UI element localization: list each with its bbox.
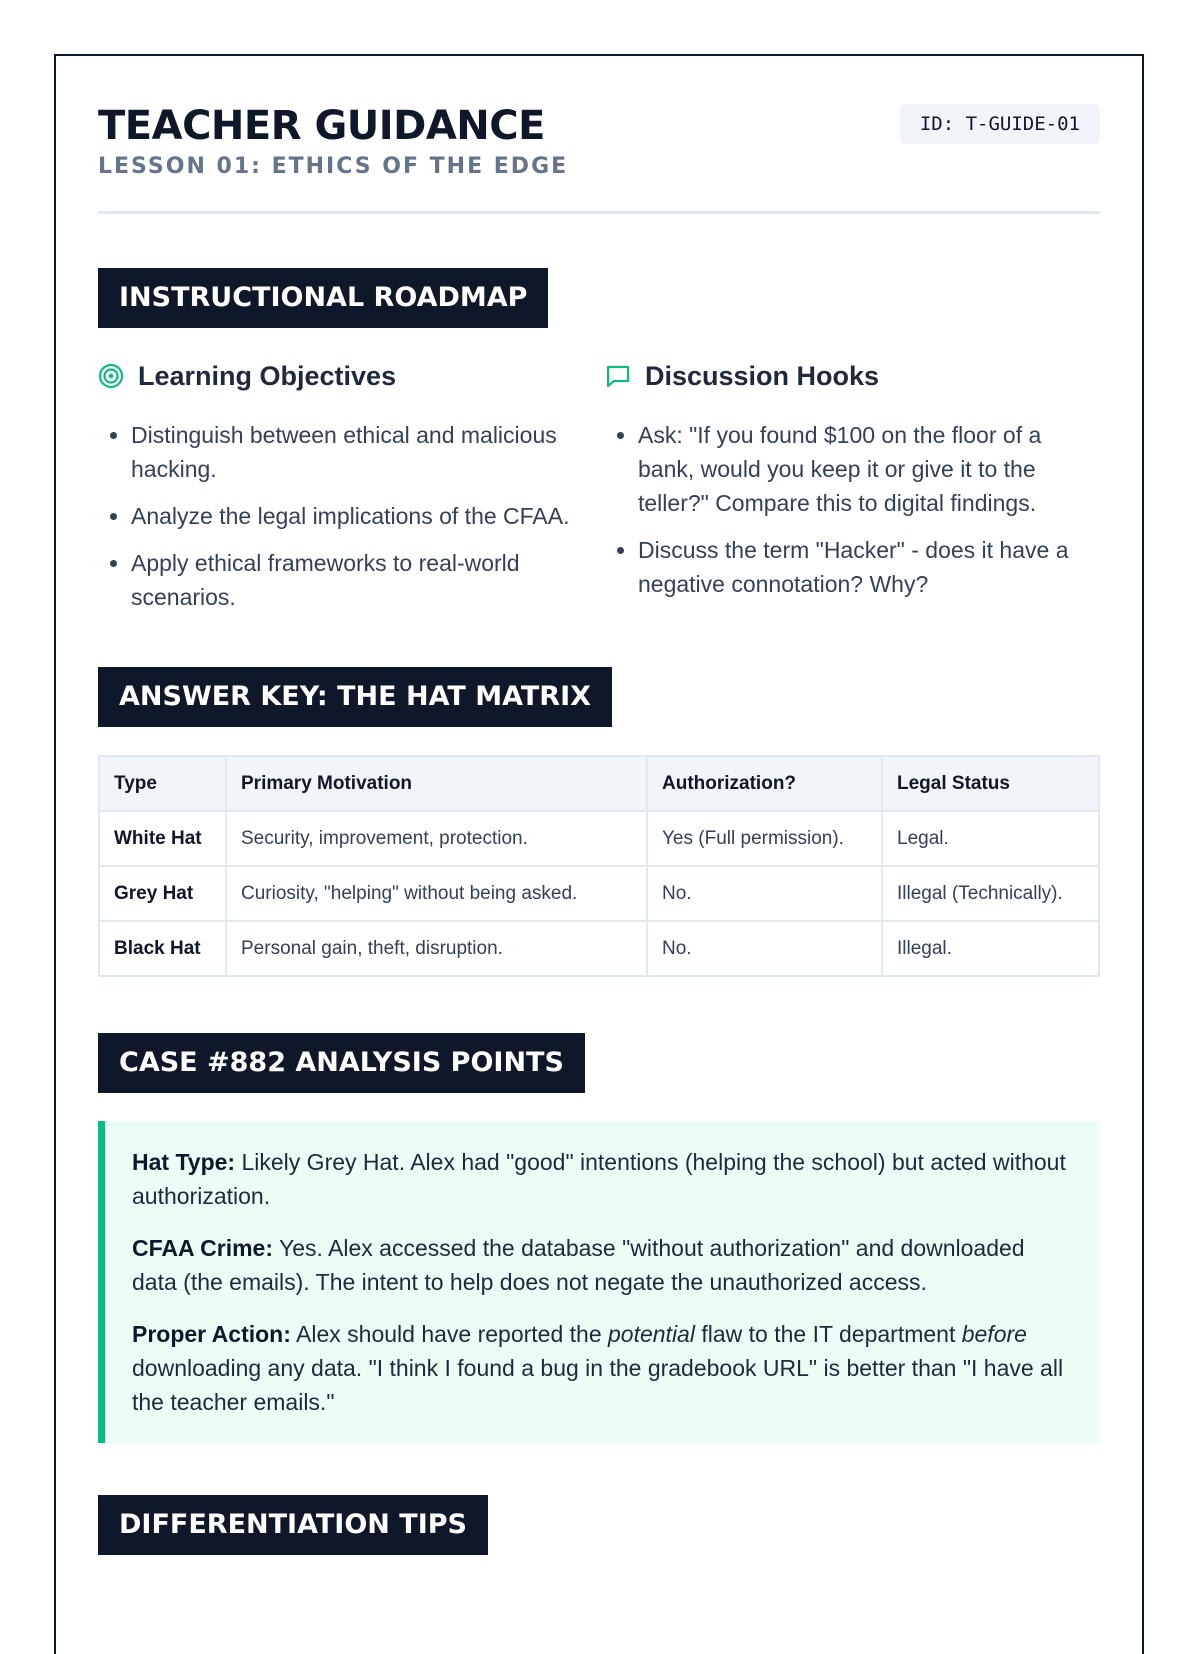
column-header: Legal Status (882, 756, 1099, 811)
list-item: • Ask: "If you found $100 on the floor of a bank, would you keep it or give it to the teller?" Compare this to digital findings. (638, 418, 1100, 520)
cfaa-text: Yes. Alex accessed the database "without authorization" and downloaded data (the emails). The intent to help does not negate the unauthorized access. (132, 1235, 1025, 1295)
cfaa-label: CFAA Crime: (132, 1235, 273, 1261)
hat-type-text: Likely Grey Hat. Alex had "good" intentions (helping the school) but acted without authorization. (132, 1149, 1066, 1209)
objectives-header (98, 356, 593, 396)
case-heading: CASE #882 ANALYSIS POINTS (98, 1033, 585, 1093)
list-item: • Analyze the legal implications of the CFAA. (131, 499, 593, 533)
table-row (99, 921, 1099, 976)
hat-matrix-section (98, 667, 1100, 977)
hat-matrix-heading: ANSWER KEY: THE HAT MATRIX (98, 667, 612, 727)
table-cell: Grey Hat (99, 866, 226, 921)
roadmap-section (98, 268, 1100, 627)
table-cell: No. (647, 921, 882, 976)
objectives-title: Learning Objectives (138, 360, 397, 391)
table-cell: Yes (Full permission). (647, 811, 882, 866)
table-cell: Illegal. (882, 921, 1099, 976)
list-item: • Apply ethical frameworks to real-world scenarios. (131, 546, 593, 614)
differentiation-section (98, 1495, 1100, 1555)
table-cell: Curiosity, "helping" without being asked. (226, 866, 647, 921)
list-item: • Discuss the term "Hacker" - does it have a negative connotation? Why? (638, 533, 1100, 601)
table-cell: No. (647, 866, 882, 921)
target-icon (98, 363, 124, 389)
hooks-header (605, 356, 1100, 396)
table-row (99, 811, 1099, 866)
table-header-row (99, 756, 1099, 811)
hooks-title: Discussion Hooks (645, 360, 880, 391)
hat-matrix-table (98, 755, 1100, 977)
hooks-column (593, 356, 1100, 627)
hooks-list (605, 418, 1100, 601)
case-section (98, 1033, 1100, 1443)
proper-action-text-2: flaw to the IT department (701, 1321, 956, 1347)
roadmap-heading: INSTRUCTIONAL ROADMAP (98, 268, 548, 328)
speech-bubble-icon (605, 363, 631, 389)
table-row (99, 866, 1099, 921)
list-item: • Distinguish between ethical and malicious hacking. (131, 418, 593, 486)
proper-action-emphasis-2: before (961, 1321, 1027, 1347)
objectives-list (98, 418, 593, 614)
proper-action-point (132, 1317, 1070, 1419)
lesson-subtitle: LESSON 01: ETHICS OF THE EDGE (98, 154, 569, 179)
differentiation-heading: DIFFERENTIATION TIPS (98, 1495, 488, 1555)
table-cell: Legal. (882, 811, 1099, 866)
column-header: Authorization? (647, 756, 882, 811)
objectives-column (98, 356, 593, 627)
column-header: Primary Motivation (226, 756, 647, 811)
page-header (98, 102, 1100, 214)
hat-type-point (132, 1145, 1070, 1213)
guidance-sheet (54, 54, 1144, 1654)
table-cell: Black Hat (99, 921, 226, 976)
cfaa-point (132, 1231, 1070, 1299)
proper-action-text-3: downloading any data. "I think I found a bug in the gradebook URL" is better than "I have all the teacher emails." (132, 1355, 1064, 1415)
hat-type-label: Hat Type: (132, 1149, 236, 1175)
column-header: Type (99, 756, 226, 811)
table-cell: Illegal (Technically). (882, 866, 1099, 921)
analysis-callout (98, 1121, 1100, 1443)
proper-action-text-1: Alex should have reported the (296, 1321, 602, 1347)
id-badge: ID: T-GUIDE-01 (900, 104, 1100, 144)
proper-action-emphasis-1: potential (608, 1321, 695, 1347)
table-cell: Security, improvement, protection. (226, 811, 647, 866)
page-title: TEACHER GUIDANCE (98, 103, 545, 149)
table-cell: Personal gain, theft, disruption. (226, 921, 647, 976)
proper-action-label: Proper Action: (132, 1321, 291, 1347)
table-cell: White Hat (99, 811, 226, 866)
